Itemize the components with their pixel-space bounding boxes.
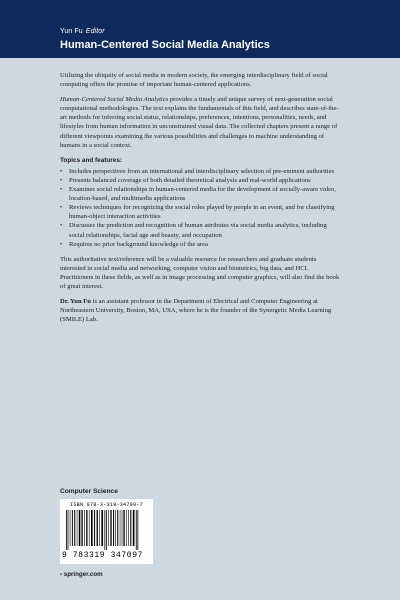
barcode-bar: [91, 510, 93, 546]
series-label: Computer Science: [60, 488, 118, 495]
barcode-bar: [120, 510, 121, 546]
barcode-bar: [94, 510, 95, 546]
summary-book-title: Human-Centered Social Media Analytics: [60, 96, 169, 104]
barcode-bar: [66, 510, 67, 550]
barcode-bar: [115, 510, 116, 546]
editor-line: [60, 28, 105, 35]
barcode-bar: [89, 510, 90, 546]
barcode-bar: [106, 510, 107, 550]
editor-name: Yun Fu: [60, 28, 83, 35]
barcode-box: [60, 499, 153, 564]
intro-paragraph: Utilizing the ubiquity of social media in modern society, the emerging interdisciplinary field of social computing offers the promise of important human-centered applications.: [60, 72, 328, 89]
barcode-bar: [70, 510, 71, 546]
summary-paragraph: [60, 95, 340, 150]
editor-role: Editor: [85, 28, 105, 35]
barcode-bar: [128, 510, 129, 546]
topic-item: • Discusses the prediction and recognition of human attributes via social media analytics, including social relationships, facial age and beauty, and occupation: [60, 221, 340, 239]
barcode-bar: [137, 510, 138, 550]
bio-text: is an assistant professor in the Department of Electrical and Computer Engineering at Northeastern University, Boston, MA, USA, where he is the founder of the Synergetic Media Learning (SMILE) Lab.: [60, 298, 332, 324]
bio-name: Dr. Yun Fu: [60, 298, 91, 306]
topic-item: • Includes perspectives from an international and interdisciplinary selection of pre-eminent authorities: [60, 167, 340, 176]
audience-paragraph: This authoritative text/reference will be a valuable resource for researchers and graduate students interested in social media and networking, computer vision and biometrics, big data, and HCI. Practitioners in these fields, as well as in image processing and computer graphics, will also find the book of great interest.: [60, 255, 340, 290]
topic-item: • Presents balanced coverage of both detailed theoretical analysis and real-world applications: [60, 176, 340, 185]
topics-list: [60, 167, 340, 249]
barcode-bar: [110, 510, 111, 546]
barcode-bar: [108, 510, 109, 546]
barcode-bar: [97, 510, 98, 546]
summary-text: provides a timely and unique survey of next-generation social computational methodologies. The text explains the fundamentals of this field, and describes state-of-the-art methods for inferring social status, relationships, preferences, intentions, personalities, needs, and lifestyles from human information in unconstrained visual data. The collected chapters present a range of different viewpoints examining the various possibilities and challenges to machine understanding of humans in a social context.: [60, 96, 339, 149]
barcode-bar: [74, 510, 75, 546]
barcode-bar: [136, 510, 137, 550]
publisher-url: › springer.com: [60, 571, 103, 578]
barcode-bar: [81, 510, 82, 546]
barcode-bar: [104, 510, 105, 550]
barcode-bar: [84, 510, 85, 546]
barcode-bar: [122, 510, 123, 546]
barcode-bar: [130, 510, 131, 546]
topic-item: • Requires no prior background knowledge of the area: [60, 240, 340, 249]
topic-item: • Examines social relationships in human-centered media for the development of socially-aware video, location-based, and multimedia applications: [60, 185, 340, 203]
author-bio: [60, 297, 340, 324]
barcode-bar: [133, 510, 135, 546]
barcode-bar: [123, 510, 124, 546]
barcode-bar: [99, 510, 100, 546]
description-body: [60, 71, 340, 330]
topics-heading: Topics and features:: [60, 156, 123, 164]
barcode-bar: [126, 510, 127, 546]
barcode-bar: [77, 510, 78, 546]
isbn-text: ISBN 978-3-319-34709-7: [70, 502, 143, 508]
barcode-bar: [86, 510, 87, 546]
ean-digits: 9 783319 347097: [62, 551, 144, 560]
barcode-bar: [101, 510, 103, 546]
book-title: Human-Centered Social Media Analytics: [60, 39, 270, 51]
topic-item: • Reviews techniques for recognizing the social roles played by people in an event, and for classifying human-object interaction activities: [60, 203, 340, 221]
barcode-bar: [72, 510, 73, 546]
barcode-bars: [66, 510, 147, 550]
barcode-bar: [113, 510, 114, 546]
barcode-bar: [79, 510, 81, 546]
barcode-bar: [117, 510, 118, 546]
barcode-bar: [68, 510, 69, 550]
